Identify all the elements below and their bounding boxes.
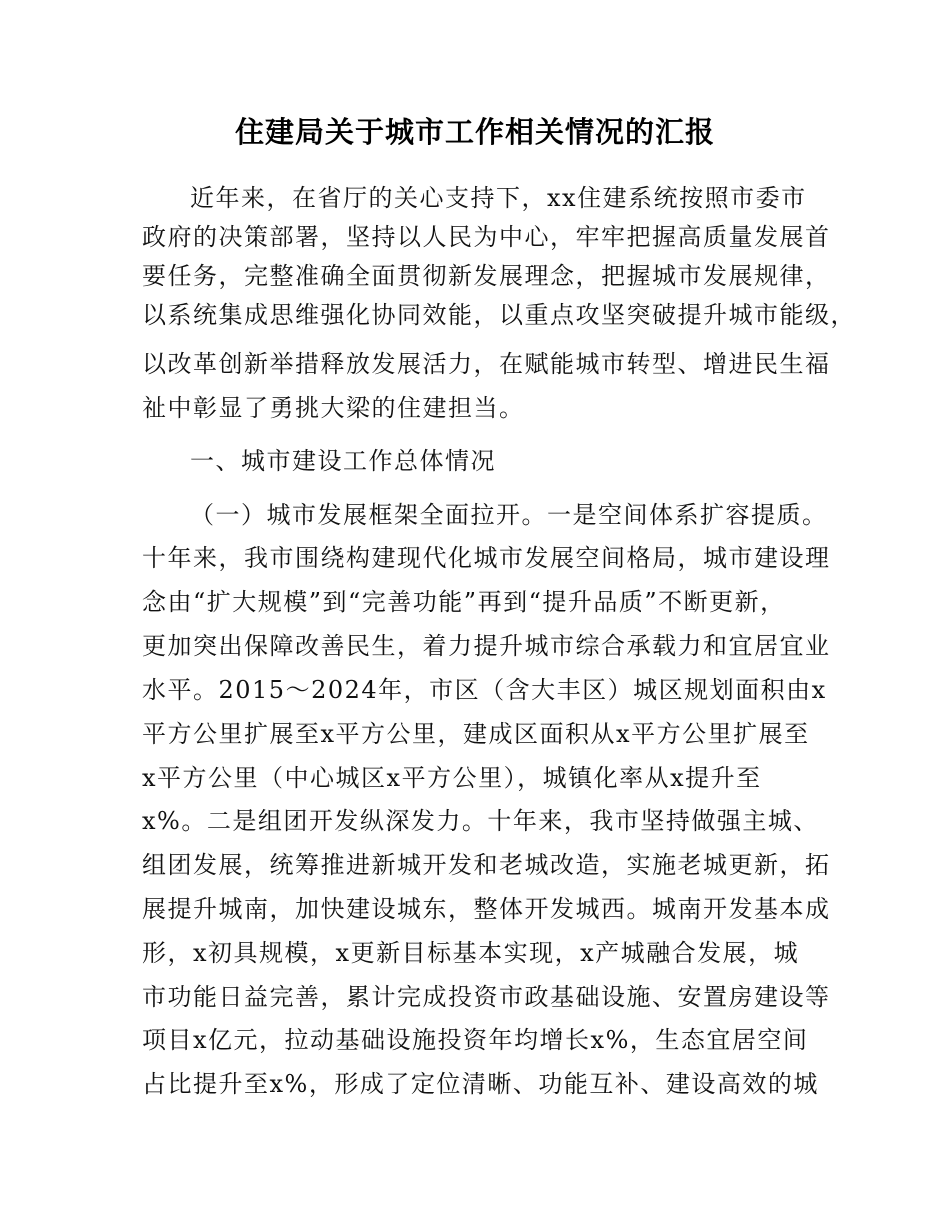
paragraph-line: 念由“扩大规模”到“完善功能”再到“提升品质”不断更新， — [142, 588, 786, 616]
paragraph-line: x平方公里（中心城区x平方公里），城镇化率从x提升至 — [142, 764, 762, 792]
paragraph-line: 祉中彰显了勇挑大梁的住建担当。 — [142, 394, 525, 422]
section-heading: 一、城市建设工作总体情况 — [190, 447, 496, 475]
paragraph-line: 政府的决策部署，坚持以人民为中心，牢牢把握高质量发展首 — [142, 223, 831, 251]
paragraph-line: x%。二是组团开发纵深发力。十年来，我市坚持做强主城、 — [142, 807, 819, 835]
paragraph-line: 平方公里扩展至x平方公里，建成区面积从x平方公里扩展至 — [142, 720, 810, 748]
paragraph-line: 要任务，完整准确全面贯彻新发展理念，把握城市发展规律， — [142, 262, 831, 290]
paragraph-line: 以系统集成思维强化协同效能，以重点攻坚突破提升城市能级， — [142, 301, 856, 329]
paragraph-line: 市功能日益完善，累计完成投资市政基础设施、安置房建设等 — [142, 983, 831, 1011]
document-title: 住建局关于城市工作相关情况的汇报 — [234, 115, 715, 149]
paragraph-line: 项目x亿元，拉动基础设施投资年均增长x%，生态宜居空间 — [142, 1026, 809, 1054]
paragraph-line: 十年来，我市围绕构建现代化城市发展空间格局，城市建设理 — [142, 544, 831, 572]
paragraph-line: 更加突出保障改善民生，着力提升城市综合承载力和宜居宜业 — [142, 632, 831, 660]
paragraph-line: 组团发展，统筹推进新城开发和老城改造，实施老城更新，拓 — [142, 851, 831, 879]
paragraph-line: 形，x初具规模，x更新目标基本实现，x产城融合发展，城 — [142, 939, 800, 967]
paragraph-line: （一）城市发展框架全面拉开。一是空间体系扩容提质。 — [190, 501, 828, 529]
paragraph-line: 以改革创新举措释放发展活力，在赋能城市转型、增进民生福 — [142, 350, 831, 378]
paragraph-line: 近年来，在省厅的关心支持下，xx住建系统按照市委市 — [190, 184, 807, 212]
paragraph-line: 水平。2015～2024年，市区（含大丰区）城区规划面积由x — [142, 676, 827, 704]
paragraph-line: 占比提升至x%，形成了定位清晰、功能互补、建设高效的城 — [142, 1070, 819, 1098]
paragraph-line: 展提升城南，加快建设城东，整体开发城西。城南开发基本成 — [142, 895, 831, 923]
